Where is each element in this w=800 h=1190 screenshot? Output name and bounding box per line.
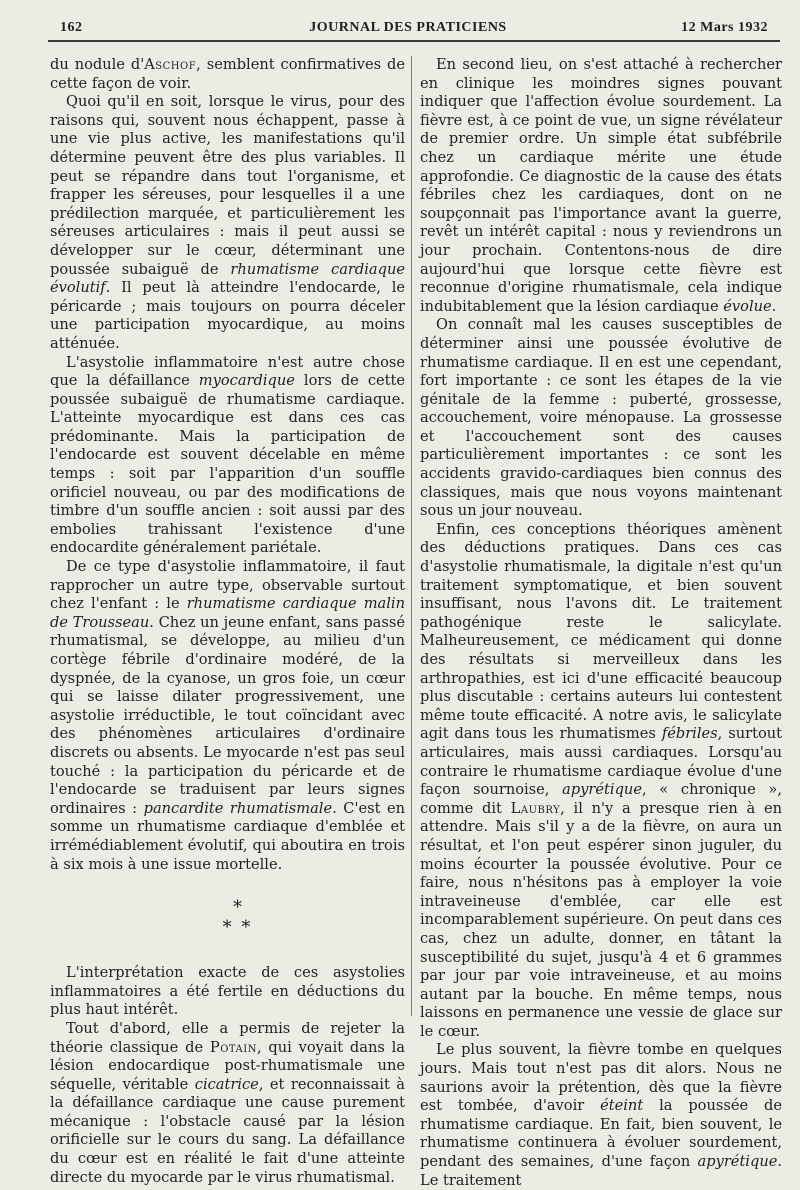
section-separator: * * * [222, 897, 253, 939]
author-name: Aschof [144, 56, 197, 73]
emphasis: pancardite rhumatismale [143, 799, 333, 817]
emphasis: éteint [600, 1097, 644, 1115]
paragraph: On connaît mal les causes susceptibles de déterminer ainsi une poussée évolutive de rhumatisme cardiaque. Il en est une cependant, fort importante : ce sont les étapes de la vie génitale de la femme : puberté, grossesse, accouchement, voire ménopause. La grossesse et l'accouchement sont des causes particulièrement importantes : ce sont les accidents gravido-cardiaques bien connus des classiques, mais que nous voyons maintenant sous un jour nouveau. [420, 316, 782, 520]
page-header [48, 14, 768, 42]
paragraph: L'interprétation exacte de ces asystolies inflammatoires a été fertile en déductions du plus haut intérêt. [50, 964, 405, 1019]
left-column [50, 56, 405, 1187]
emphasis: myocardique [198, 372, 295, 390]
paragraph: Enfin, ces conceptions théoriques amènent des déductions pratiques. Dans ces cas d'asystolie rhumatismale, la digitale n'est qu'un traitement symptomatique, et bien souvent insuffisant, nous l'avons dit. Le traitement pathogénique reste le salicylate. Malheureusement, ce médicament qui donne des résultats si merveilleux dans les arthropathies, est ici d'une efficacité beaucoup plus discutable : certains auteurs lui contestent même toute efficacité. A notre avis, le salicylate agit dans tous les rhumatismes fébriles, surtout articulaires, mais aussi cardiaques. Lorsqu'au contraire le rhumatisme cardiaque évolue d'une façon sournoise, apyrétique, « chronique », comme dit Laubry, il n'y a presque rien à en attendre. Mais s'il y a de la fièvre, on aura un résultat, et l'on peut espérer sinon juguler, du moins écourter la poussée évolutive. Pour ce faire, nous n'hésitons pas à employer la voie intraveineuse d'emblée, car elle est incomparablement supérieure. On peut dans ces cas, chez un adulte, donner, en tâtant la susceptibilité du sujet, jusqu'à 4 et 6 grammes par jour par voie intraveineuse, et au moins autant par la bouche. En même temps, nous laissons en permanence une vessie de glace sur le cœur. [420, 520, 782, 1040]
paragraph: Le plus souvent, la fièvre tombe en quelques jours. Mais tout n'est pas dit alors. Nous ne saurions avoir la prétention, dès que la fièvre est tombée, d'avoir éteint la poussée de rhumatisme cardiaque. En fait, bien souvent, le rhumatisme continuera à évoluer sourdement, pendant des semaines, d'une façon apyrétique. Le traitement [420, 1041, 782, 1189]
author-name: Potain [209, 1038, 257, 1056]
paragraph: Quoi qu'il en soit, lorsque le virus, pour des raisons qui, souvent nous échappent, passe à une vie plus active, les manifestations qu'il détermine peuvent être des plus variables. Il peut se répandre dans tout l'organisme, et frapper les séreuses, pour lesquelles il a une prédilection marquée, et particulièrement les séreuses articulaires : mais il peut aussi se développer sur le cœur, déterminant une poussée subaiguë de rhumatisme cardiaque évolutif. Il peut là atteindre l'endocarde, le péricarde ; mais toujours on pourra déceler une participation myocardique, au moins atténuée. [50, 93, 405, 352]
issue-date: 12 Mars 1932 [681, 20, 768, 35]
paragraph: De ce type d'asystolie inflammatoire, il faut rapprocher un autre type, observable surtout chez l'enfant : le rhumatisme cardiaque malin de Trousseau. Chez un jeune enfant, sans passé rhumatismal, se développe, au milieu d'un cortège fébrile d'ordinaire modéré, de la dyspnée, de la cyanose, un gros foie, un cœur qui se laisse dilater progressivement, une asystolie irréductible, le tout coïncidant avec des phénomènes articulaires d'ordinaire discrets ou absents. Le myocarde n'est pas seul touché : la participation du péricarde et de l'endocarde se traduisent par leurs signes ordinaires : pancardite rhumatismale. C'est en somme un rhumatisme cardiaque d'emblée et irrémédiablement évolutif, qui aboutira en trois à six mois à une issue mortelle. [50, 558, 406, 873]
paragraph: Tout d'abord, elle a permis de rejeter la théorie classique de Potain, qui voyait dans la lésion endocardique post-rhumatismale une séquelle, véritable cicatrice, et reconnaissait à la défaillance cardiaque une cause purement mécanique : l'obstacle causé par la lésion orificielle sur le cours du sang. La défaillance du cœur est en réalité le fait d'une atteinte directe du myocarde par le virus rhumatismal. [50, 1019, 405, 1186]
paragraph: En second lieu, on s'est attaché à rechercher en clinique les moindres signes pouvant indiquer que l'affection évolue sourdement. La fièvre est, à ce point de vue, un signe révélateur de premier ordre. Un simple état subfébrile chez un cardiaque mérite une étude approfondie. Ce diagnostic de la cause des états fébriles chez les cardiaques, dont on ne soupçonnait pas l'importance avant la guerre, revêt un intérêt capital : nous y reviendrons un jour prochain. Contentons-nous de dire aujourd'hui que lorsque cette fièvre est reconnue d'origine rhumatismale, cela indique indubitablement que la lésion cardiaque évolue. [420, 56, 782, 315]
emphasis: fébriles [661, 725, 718, 743]
emphasis: rhumatisme cardiaque évolutif [50, 260, 405, 297]
author-name: Laubry [510, 799, 561, 817]
emphasis: cicatrice [194, 1075, 259, 1093]
emphasis: évolue [723, 297, 772, 315]
emphasis: rhumatisme cardiaque malin de Trousseau [50, 595, 405, 631]
emphasis: apyrétique [562, 781, 642, 799]
page-number: 162 [60, 20, 83, 35]
paragraph: L'asystolie inflammatoire n'est autre chose que la défaillance myocardique lors de cette poussée subaiguë de rhumatisme cardiaque. L'atteinte myocardique est dans ces cas prédominante. Mais la participation de l'endocarde est souvent décelable en même temps : soit par l'apparition d'un souffle orificiel nouveau, ou par des modifications de timbre d'un souffle ancien : soit aussi par des embolies trahissant l'existence d'une endocardite généralement pariétale. [50, 353, 405, 557]
right-column [420, 56, 782, 1190]
emphasis: apyrétique [697, 1153, 778, 1171]
column-divider [411, 56, 412, 1016]
header-rule [48, 40, 780, 42]
journal-title: JOURNAL DES PRATICIENS [309, 20, 507, 35]
paragraph: du nodule d'Aschof, semblent confirmatives de cette façon de voir. [50, 56, 405, 92]
